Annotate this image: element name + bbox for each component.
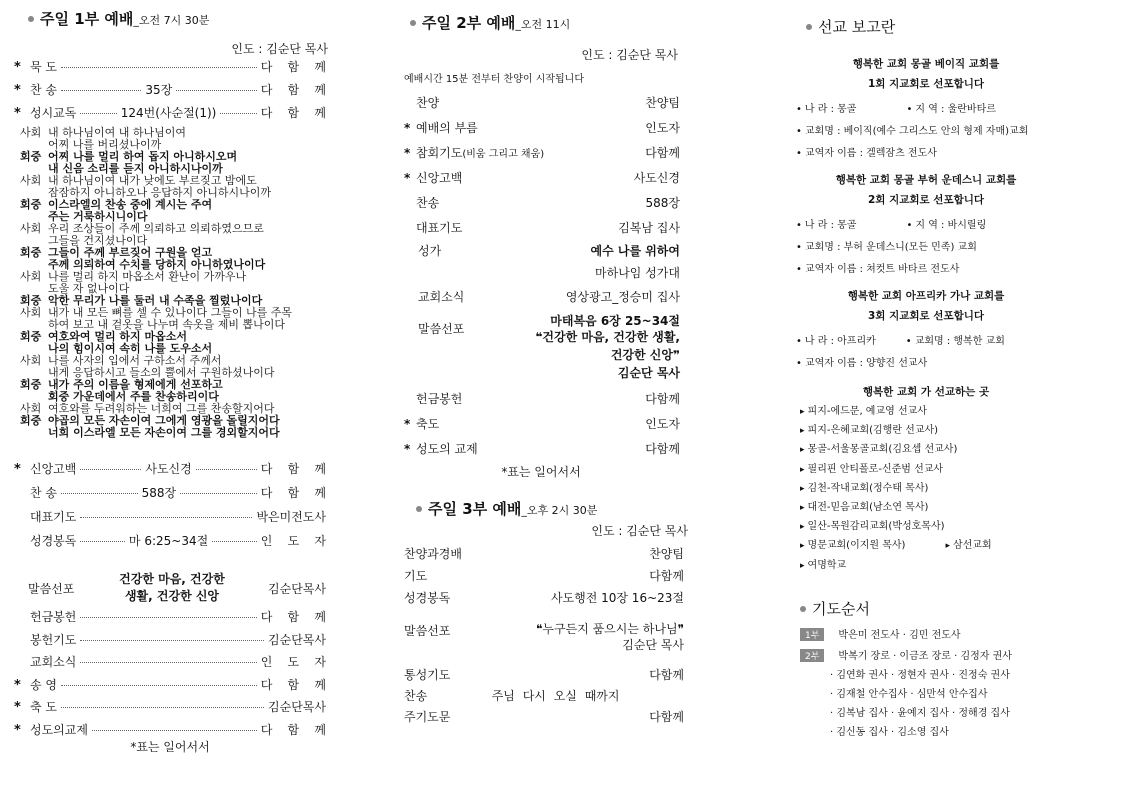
order-row	[14, 81, 326, 104]
support-item	[800, 421, 1100, 440]
support-item	[800, 440, 1100, 459]
prayer-tag-2: 2부	[800, 649, 824, 662]
bullet-icon	[800, 606, 806, 612]
order-label: 봉헌기도	[30, 632, 77, 647]
order-detail: 35장	[145, 83, 173, 97]
order-row	[404, 687, 684, 708]
order-row	[14, 508, 326, 532]
service-3-time: _오후 2시 30분	[521, 504, 598, 517]
dot-leader	[180, 493, 257, 494]
service-3-leader: 인도 : 김순단 목사	[591, 524, 688, 538]
standing-mark: *	[14, 83, 21, 98]
service-1-header	[28, 8, 209, 29]
order-value: 다함께	[645, 442, 680, 456]
speaker: 사회	[20, 126, 42, 139]
speaker: 회중	[20, 414, 42, 427]
order-label: 성도의교제	[30, 722, 88, 737]
responsive-text: 야곱의 모든 자손이여 그에게 영광을 돌릴지어다	[48, 414, 280, 427]
support-name: ▸ 여명학교	[800, 560, 846, 571]
order-value: 다함께	[649, 668, 684, 682]
anthem-label: 성가	[418, 244, 442, 258]
order-row	[14, 104, 326, 127]
mission-block-2	[796, 172, 1116, 275]
mission-info: • 나 라 : 몽골	[796, 104, 856, 115]
order-value: 다함께	[645, 392, 680, 406]
praise-note: 예배시간 15분 전부터 찬양이 시작됩니다	[404, 74, 584, 85]
support-name: ▸ 피지-은혜교회(김행란 선교사)	[800, 425, 938, 436]
service-2-leader: 인도 : 김순단 목사	[581, 48, 678, 62]
responsive-text: 여호와를 두려워하는 너희여 그를 찬송할지어다	[48, 402, 275, 415]
support-title: 행복한 교회 가 선교하는 곳	[862, 386, 990, 398]
prayer-line: · 김신동 집사 · 김소영 집사	[830, 727, 949, 738]
order-value: 김복남 집사	[618, 221, 680, 235]
order-label: 찬송	[404, 689, 428, 703]
mission-info: • 나 라 : 아프리카	[796, 336, 876, 347]
order-value: 김순단목사	[268, 632, 326, 647]
order-label: 송 영	[30, 677, 57, 692]
dot-leader	[80, 640, 264, 641]
support-name: ▸ 명문교회(이지원 목사)	[800, 540, 905, 551]
support-item	[800, 402, 1100, 421]
order-left	[404, 440, 478, 465]
mission-block-1	[796, 56, 1116, 159]
standing-mark: *	[404, 121, 411, 135]
order-row	[14, 653, 326, 676]
dot-leader	[176, 90, 256, 91]
sermon-2-label: 말씀선포	[418, 322, 465, 336]
order-left	[404, 119, 478, 144]
order-label: 교회소식	[30, 655, 77, 669]
responsive-text: 나를 사자의 입에서 구하소서 주께서	[48, 354, 222, 367]
service-1-leader: 인도 : 김순단 목사	[231, 42, 328, 56]
standing-mark: *	[14, 106, 21, 121]
responsive-text: 도울 자 없나이다	[48, 282, 130, 295]
speaker: 사회	[20, 354, 42, 367]
order-value: 다 함 께	[260, 462, 327, 476]
responsive-text: 나를 멀리 하지 마옵소서 환난이 가까우나	[48, 270, 247, 283]
speaker: 사회	[20, 306, 42, 319]
order-row	[404, 169, 680, 194]
order-row	[14, 698, 326, 721]
responsive-text: 여호와여 멀리 하지 마옵소서	[48, 330, 187, 343]
order-value: 인 도 자	[260, 655, 326, 669]
dot-leader	[61, 493, 138, 494]
standing-mark: *	[14, 722, 21, 738]
sermon-3-preacher: 김순단 목사	[622, 638, 684, 652]
responsive-reading	[20, 127, 332, 439]
responsive-text: 내 하나님이여 내가 낮에도 부르짖고 밤에도	[48, 174, 257, 187]
order-left	[404, 415, 439, 440]
support-name: ▸ 필리핀 안티폴로-신준범 선교사	[800, 464, 943, 475]
order-row	[14, 532, 326, 556]
order-label: 헌금봉헌	[30, 610, 77, 624]
service-3-title: 주일 3부 예배	[428, 500, 522, 518]
support-item	[800, 517, 1100, 536]
order-label: 기도	[404, 569, 428, 583]
speaker: 사회	[20, 402, 42, 415]
order-row	[404, 219, 680, 244]
mission-title-1: 행복한 교회 몽골 부허 운데스니 교회를	[835, 174, 1017, 186]
order-value: 588장	[645, 196, 680, 210]
dot-leader	[220, 113, 256, 114]
mission-info-line	[796, 354, 1116, 369]
service-2-footnote: *표는 일어서서	[501, 465, 581, 479]
speaker: 회중	[20, 150, 42, 163]
prayer-second-names: 박복기 장로 · 이금조 장로 · 김정자 권사	[838, 651, 1012, 662]
order-left	[404, 194, 439, 219]
prayer-line: · 김연화 권사 · 정현자 권사 · 진정숙 권사	[830, 670, 1010, 681]
support-name: ▸ 피지-에드문, 예교영 선교사	[800, 406, 927, 417]
order-label: 성도의 교제	[416, 442, 478, 456]
dot-leader	[61, 67, 257, 68]
mission-info: • 나 라 : 몽골	[796, 220, 856, 231]
responsive-text: 너희 이스라엘 모든 자손이여 그를 경외할지어다	[48, 426, 280, 439]
order-label: 헌금봉헌	[416, 392, 463, 406]
order-value: 찬양팀	[649, 547, 684, 561]
sermon-3-title: ❝누구든지 품으시는 하나님❞	[535, 622, 684, 636]
order-value: 김순단목사	[268, 700, 326, 714]
prayer-others	[830, 666, 1010, 742]
standing-mark: *	[404, 442, 411, 456]
order-list-top	[14, 58, 326, 127]
responsive-text: 잠잠하지 아니하오나 응답하지 아니하시나이까	[48, 186, 272, 199]
order-value: 다함께	[649, 569, 684, 583]
order-row	[404, 708, 684, 729]
order-label: 신앙고백	[30, 462, 77, 476]
speaker: 회중	[20, 330, 42, 343]
order-value: 다함께	[645, 146, 680, 160]
anthem-title: 예수 나를 위하여	[590, 244, 680, 258]
order-value: 다 함 께	[260, 610, 326, 624]
speaker: 회중	[20, 294, 42, 307]
sermon-2-preacher: 김순단 목사	[617, 366, 680, 380]
mission-info: • 지 역 : 울란바타르	[906, 104, 995, 115]
order-row	[14, 676, 326, 699]
standing-mark: *	[14, 462, 21, 477]
responsive-text: 내 신음 소리를 듣지 아니하시나이까	[48, 162, 223, 175]
order-label: 대표기도	[30, 510, 77, 524]
order-row	[14, 58, 326, 81]
order-value: 인 도 자	[260, 534, 327, 548]
order-row	[404, 390, 680, 415]
sermon-3-block	[404, 620, 684, 654]
prayer-first-names: 박은미 전도사 · 김민 전도사	[838, 630, 961, 641]
order-value: 다 함 께	[260, 677, 326, 692]
standing-mark: *	[404, 417, 411, 431]
responsive-text: 주는 거룩하시니이다	[48, 210, 148, 223]
standing-mark: *	[14, 700, 21, 715]
bullet-icon	[416, 506, 422, 512]
responsive-text: 그들을 건지셨나이다	[48, 234, 148, 247]
order-label: 주기도문	[404, 710, 451, 724]
mission-block-3	[796, 288, 1116, 369]
bullet-icon	[410, 20, 416, 26]
speaker: 회중	[20, 246, 42, 259]
order-detail: 588장	[141, 486, 177, 500]
dot-leader	[196, 469, 257, 470]
anthem-choir: 마하나임 성가대	[595, 266, 680, 280]
support-name: ▸ 김천-작내교회(정수태 목사)	[800, 483, 928, 494]
dot-leader	[61, 90, 141, 91]
dot-leader	[61, 685, 257, 686]
support-name: ▸ 일산-목원감리교회(박성호목사)	[800, 521, 945, 532]
dot-leader	[80, 617, 256, 618]
order-left	[404, 219, 462, 244]
support-name: ▸ 삼선교회	[945, 540, 991, 551]
mission-title-2: 1회 지교회로 선포합니다	[867, 78, 985, 90]
dot-leader	[80, 541, 125, 542]
responsive-line	[20, 427, 332, 439]
mission-title-2: 2회 지교회로 선포합니다	[867, 194, 985, 206]
order-detail: 사도신경	[145, 462, 192, 476]
order-label: 성경봉독	[30, 534, 77, 548]
order-left	[404, 94, 439, 119]
responsive-text: 하여 보고 내 겉옷을 나누며 속옷을 제비 뽑나이다	[48, 318, 285, 331]
mission-info-line	[796, 122, 1116, 137]
news-value: 영상광고_정승미 집사	[565, 290, 680, 304]
service-2-order	[404, 94, 680, 244]
mission-info-line	[796, 260, 1116, 275]
responsive-text: 내가 내 모든 뼈를 셀 수 있나이다 그들이 나를 주목	[48, 306, 292, 319]
bullet-icon	[28, 16, 34, 22]
mission-title-1: 행복한 교회 몽골 베이직 교회를	[852, 58, 1000, 70]
order-row	[404, 440, 680, 465]
news-label: 교회소식	[418, 290, 465, 304]
standing-mark: *	[14, 60, 21, 75]
order-value: 다 함 께	[260, 106, 326, 120]
order-label: 축 도	[30, 700, 57, 714]
mission-info-line	[796, 100, 1116, 115]
mission-info: • 지 역 : 바시릴링	[906, 220, 986, 231]
service-3-order-end	[404, 666, 684, 729]
mission-title-1: 행복한 교회 아프리카 가나 교회를	[847, 290, 1005, 302]
sermon-label: 말씀선포	[28, 582, 75, 596]
dot-leader	[80, 469, 141, 470]
mission-info-line	[796, 216, 1116, 231]
order-label: 신앙고백	[416, 171, 463, 185]
support-item	[800, 479, 1100, 498]
dot-leader	[80, 517, 252, 518]
responsive-text: 내가 주의 이름을 형제에게 선포하고	[48, 378, 223, 391]
order-left	[404, 169, 462, 194]
order-value: 다 함 께	[260, 83, 327, 97]
dot-leader	[212, 541, 257, 542]
order-label: 통성기도	[404, 668, 451, 682]
standing-mark: *	[404, 171, 411, 185]
order-label: 찬송	[416, 196, 440, 210]
responsive-text: 어찌 나를 멀리 하여 돕지 아니하시오며	[48, 150, 238, 163]
order-label: 예배의 부름	[416, 121, 478, 135]
order-label: 참회기도	[416, 146, 463, 160]
support-item	[800, 536, 1100, 555]
standing-mark: *	[14, 677, 21, 693]
responsive-text: 주께 의뢰하여 수치를 당하지 아니하였나이다	[48, 258, 266, 271]
speaker: 사회	[20, 174, 42, 187]
order-row	[404, 194, 680, 219]
responsive-text: 어찌 나를 버리셨나이까	[48, 138, 162, 151]
dot-leader	[80, 113, 116, 114]
order-row	[404, 94, 680, 119]
responsive-text: 나의 힘이시여 속히 나를 도우소서	[48, 342, 213, 355]
sermon-title-2: 생활, 건강한 신앙	[124, 589, 220, 603]
order-detail: 마 6:25~34절	[128, 534, 209, 548]
service-3-header	[416, 498, 597, 519]
responsive-text: 내 하나님이여 내 하나님이여	[48, 126, 187, 139]
order-row	[14, 631, 326, 654]
order-row	[404, 567, 684, 589]
service-3-order	[404, 545, 684, 611]
standing-mark: *	[404, 146, 411, 160]
sermon-2-scripture: 마태복음 6장 25~34절	[550, 314, 680, 328]
order-label: 축도	[416, 417, 440, 431]
sermon-preacher: 김순단목사	[268, 582, 326, 596]
service-2-time: _오전 11시	[515, 18, 571, 31]
sermon-2-title-2: 건강한 신앙❞	[610, 348, 680, 362]
speaker: 사회	[20, 270, 42, 283]
order-label: 대표기도	[416, 221, 463, 235]
order-row	[404, 545, 684, 567]
order-left	[404, 390, 462, 415]
mission-info: • 교회명 : 부허 운데스니(모든 민족) 교회	[796, 242, 977, 253]
news-row	[404, 288, 680, 305]
responsive-text: 이스라엘의 찬송 중에 계시는 주여	[48, 198, 213, 211]
mission-header	[806, 16, 895, 37]
order-label: 찬 송	[30, 83, 57, 97]
bullet-icon	[806, 24, 812, 30]
service-1-title: 주일 1부 예배	[40, 10, 134, 28]
order-row	[404, 119, 680, 144]
order-value: 박은미전도사	[256, 510, 326, 524]
order-row	[404, 666, 684, 687]
order-value: 다함께	[649, 710, 684, 724]
responsive-text: 악한 무리가 나를 둘러 내 수족을 찔렀나이다	[48, 294, 263, 307]
order-value: 인도자	[645, 121, 680, 135]
prayer-title: 기도순서	[812, 600, 870, 618]
service-1-time: _오전 7시 30분	[133, 14, 210, 27]
prayer-first	[800, 626, 961, 641]
order-left	[404, 144, 544, 169]
order-row	[14, 460, 326, 484]
prayer-line: · 김재철 안수집사 · 심만석 안수집사	[830, 689, 988, 700]
order-list-bottom	[14, 608, 326, 743]
standing-footnote: *표는 일어서서	[130, 740, 210, 754]
order-list-mid	[14, 460, 326, 556]
mission-title: 선교 보고란	[818, 18, 896, 36]
responsive-text: 우리 조상들이 주께 의뢰하고 의뢰하였으므로	[48, 222, 264, 235]
speaker: 사회	[20, 222, 42, 235]
mission-info: • 교역자 이름 : 쳐컷트 바타르 전도사	[796, 264, 959, 275]
sermon-2-block	[404, 312, 680, 382]
order-value: 사도신경	[633, 171, 680, 185]
support-item	[800, 556, 1100, 575]
sermon-3-label: 말씀선포	[404, 624, 451, 638]
prayer-second	[800, 647, 1012, 662]
order-label: 찬 송	[30, 486, 57, 500]
responsive-text: 회중 가운데에서 주를 찬송하리이다	[48, 390, 219, 403]
responsive-text: 내게 응답하시고 들소의 뿔에서 구원하셨나이다	[48, 366, 275, 379]
order-value: 다 함 께	[260, 486, 327, 500]
mission-info: • 교역자 이름 : 양향진 선교사	[796, 358, 927, 369]
sermon-row	[14, 570, 326, 608]
order-label: 찬양	[416, 96, 440, 110]
order-label: 성경봉독	[404, 591, 451, 605]
responsive-text: 그들이 주께 부르짖어 구원을 얻고	[48, 246, 213, 259]
dot-leader	[61, 707, 264, 708]
order-row	[404, 589, 684, 611]
mission-info: • 교회명 : 베이직(예수 그리스도 안의 형제 자매)교회	[796, 126, 1028, 137]
order-label: 찬양과경배	[404, 547, 462, 561]
order-detail: 124번(사순절(1))	[120, 106, 217, 120]
dot-leader	[92, 730, 257, 731]
support-name: ▸ 대전-믿음교회(남소연 목사)	[800, 502, 928, 513]
support-name: ▸ 몽골-서울몽골교회(김요셉 선교사)	[800, 444, 957, 455]
mission-info-line	[796, 238, 1116, 253]
order-value: 사도행전 10장 16~23절	[550, 591, 684, 605]
order-value: 인도자	[645, 417, 680, 431]
order-note: (비움 그리고 채움)	[462, 149, 545, 160]
order-label: 묵 도	[30, 60, 57, 74]
order-detail: 주님 다시 오실 때까지	[491, 689, 620, 703]
order-value: 찬양팀	[645, 96, 680, 110]
prayer-header	[800, 598, 870, 619]
order-value: 다 함 께	[260, 60, 326, 74]
service-2-order-end	[404, 390, 680, 465]
mission-info-line	[796, 332, 1116, 347]
support-item	[800, 498, 1100, 517]
sermon-2-title-1: ❝건강한 마음, 건강한 생활,	[535, 330, 680, 344]
prayer-tag-1: 1부	[800, 628, 824, 641]
sermon-title-1: 건강한 마음, 건강한	[119, 572, 225, 586]
order-value: 다 함 께	[260, 722, 326, 737]
order-label: 성시교독	[30, 106, 77, 120]
mission-title-2: 3회 지교회로 선포합니다	[867, 310, 985, 322]
dot-leader	[80, 662, 256, 663]
mission-info-line	[796, 144, 1116, 159]
support-list	[800, 402, 1100, 575]
mission-info: • 교회명 : 행복한 교회	[906, 336, 1005, 347]
mission-info: • 교역자 이름 : 겔렉잠츠 전도사	[796, 148, 937, 159]
speaker: 회중	[20, 198, 42, 211]
speaker: 회중	[20, 378, 42, 391]
order-row	[14, 484, 326, 508]
order-row	[404, 415, 680, 440]
service-2-title: 주일 2부 예배	[422, 14, 516, 32]
service-2-header	[410, 12, 570, 33]
support-item	[800, 460, 1100, 479]
order-row	[404, 144, 680, 169]
prayer-line: · 김복남 집사 · 윤예지 집사 · 정해경 집사	[830, 708, 1010, 719]
order-row	[14, 608, 326, 631]
